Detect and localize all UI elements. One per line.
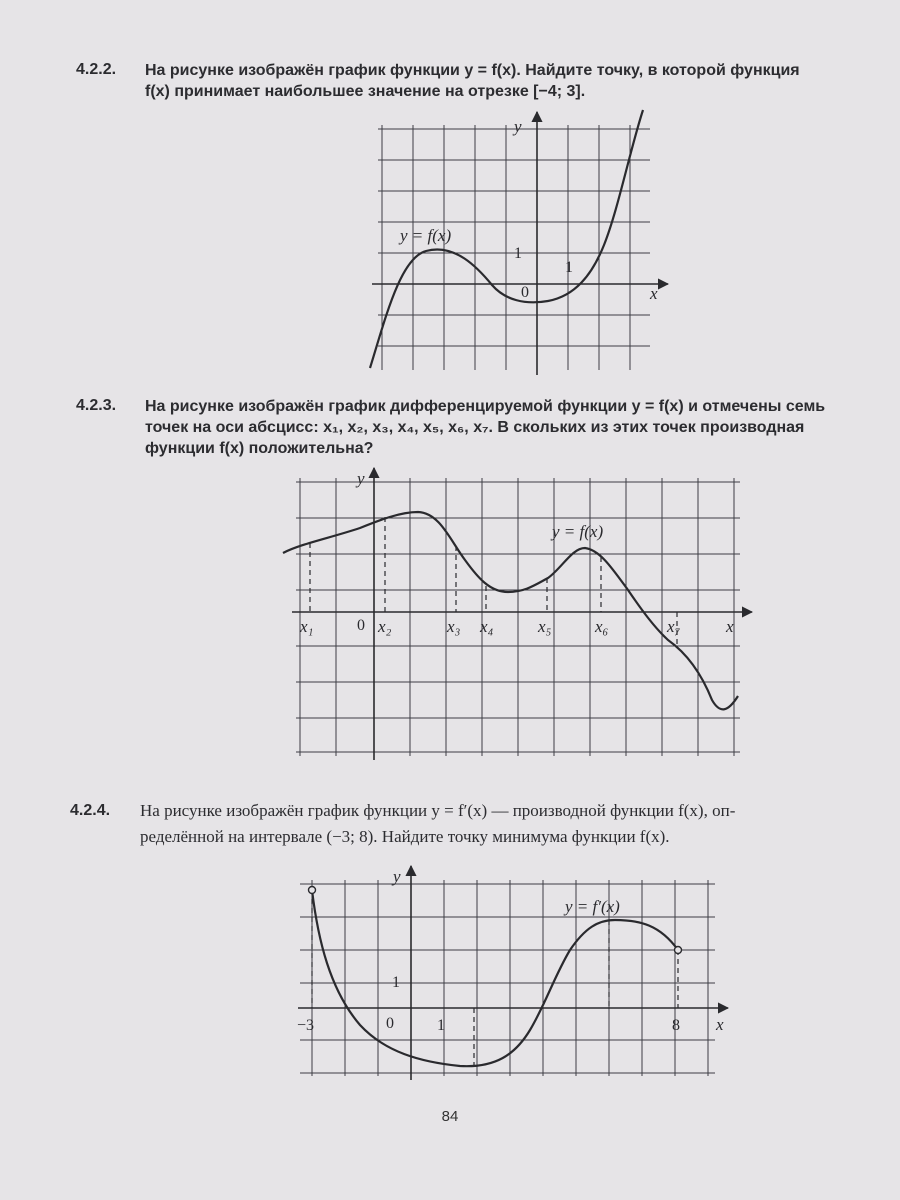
unit-y-label: 1 [392,974,400,991]
curve-label: y = f(x) [552,522,604,541]
point-label-x2: x₂ [378,617,392,636]
statement-line: f(x) принимает наибольшее значение на отрезке [−4; 3]. [145,83,586,100]
unit-x-label: 1 [437,1017,445,1034]
problem-number: 4.2.2. [76,61,117,78]
point-label-x6: x₆ [595,617,609,636]
curve-label: y = f′(x) [565,897,620,916]
right-bound-label: 8 [672,1017,680,1034]
x-axis-label: x [716,1015,724,1034]
function-curve [283,512,738,709]
statement-line: На рисунке изображён график дифференцируемой функции y = f(x) и отмечены семь [145,398,826,415]
problem-number: 4.2.3. [76,397,117,414]
unit-y-label: 1 [514,245,522,262]
graph-4-2-3 [283,468,752,760]
y-axis-label: y [357,469,365,488]
origin-label: 0 [521,284,529,301]
point-label-x3: x₃ [447,617,461,636]
origin-label: 0 [386,1015,394,1032]
statement-line: На рисунке изображён график функции y = f(x). Найдите точку, в которой функция [145,62,800,79]
statement-line: функции f(x) положительна? [145,440,374,457]
point-label-x4: x₄ [480,617,494,636]
point-label-x5: x₅ [538,617,552,636]
y-axis-label: y [393,867,401,886]
curve-label: y = f(x) [400,226,452,245]
y-axis-label: y [514,117,522,136]
problem-number: 4.2.4. [70,802,111,819]
open-endpoint-right [675,947,682,954]
origin-label: 0 [357,617,365,634]
page-number: 84 [441,1108,459,1125]
statement-line: ределённой на интервале (−3; 8). Найдите точку минимума функции f(x). [140,827,670,846]
x-axis-label: x [650,284,658,303]
statement-line: На рисунке изображён график функции y = f′(x) — производной функции f(x), оп- [140,801,736,820]
left-bound-label: −3 [297,1017,315,1034]
open-endpoint-left [309,887,316,894]
graph-4-2-2 [370,110,668,375]
grid [300,880,715,1076]
graph-4-2-4 [297,866,728,1080]
x-axis-label: x [726,617,734,636]
point-label-x1: x₁ [300,617,314,636]
point-label-x7: x₇ [667,617,681,636]
statement-line: точек на оси абсцисс: x₁, x₂, x₃, x₄, x₅, x₆, x₇. В скольких из этих точек производная [145,419,805,436]
unit-x-label: 1 [565,259,573,276]
